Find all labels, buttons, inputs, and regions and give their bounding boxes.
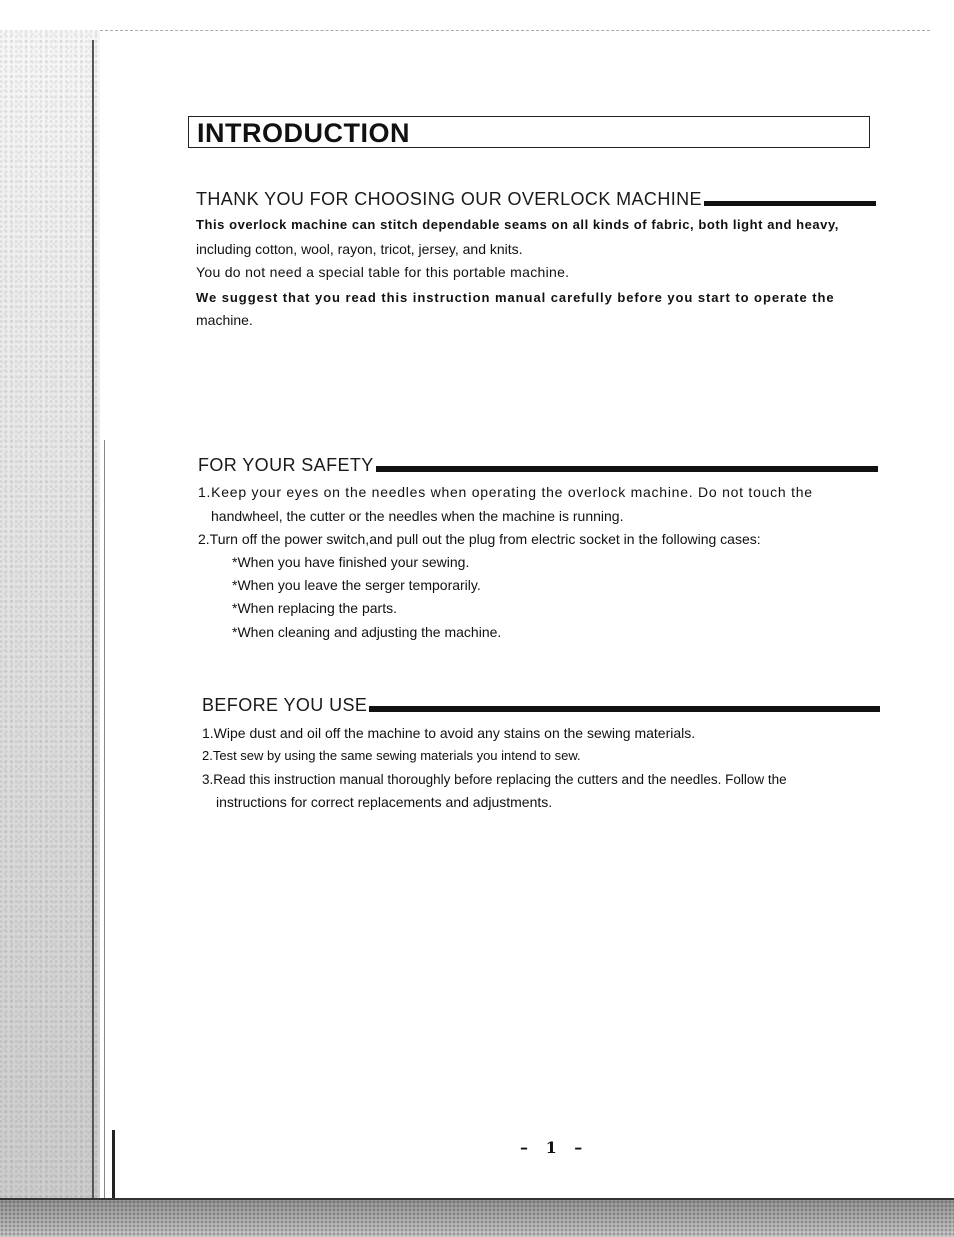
scan-shadow-bottom [0,1198,954,1237]
before-use-line-4: instructions for correct replacements and adjustments. [216,794,553,810]
safety-line-1: 1.Keep your eyes on the needles when operating the overlock machine. Do not touch the [198,484,813,500]
thanks-line-1: This overlock machine can stitch dependable seams on all kinds of fabric, both light and heavy, [196,217,839,232]
heading-rule [376,466,878,472]
scan-margin-mark [112,1130,115,1200]
before-use-line-2: 2.Test sew by using the same sewing materials you intend to sew. [202,748,581,763]
title-box [188,116,870,148]
scan-shadow-left [0,30,100,1235]
safety-line-2: handwheel, the cutter or the needles when the machine is running. [211,508,624,524]
thanks-line-4: We suggest that you read this instruction manual carefully before you start to operate the [196,290,835,305]
safety-item-1: *When you have finished your sewing. [232,554,470,570]
safety-item-3: *When replacing the parts. [232,600,397,616]
thanks-line-2: including cotton, wool, rayon, tricot, jersey, and knits. [196,241,523,257]
heading-rule [704,201,876,206]
page-title: INTRODUCTION [197,118,410,148]
section-thanks-heading: THANK YOU FOR CHOOSING OUR OVERLOCK MACHINE [196,189,702,209]
scan-top-edge [100,30,930,31]
section-safety-heading: FOR YOUR SAFETY [198,455,374,475]
section-safety-heading-row [198,456,878,474]
safety-line-3: 2.Turn off the power switch,and pull out the plug from electric socket in the following cases: [198,531,761,547]
section-before-use-heading-row [202,696,880,714]
before-use-line-1: 1.Wipe dust and oil off the machine to avoid any stains on the sewing materials. [202,725,696,741]
section-thanks-heading-row [196,190,876,208]
safety-item-2: *When you leave the serger temporarily. [232,577,481,593]
scan-margin-line [104,440,105,1200]
thanks-line-5: machine. [196,312,253,328]
heading-rule [369,706,880,712]
thanks-line-3: You do not need a special table for this portable machine. [196,264,570,280]
page-number: – 1 – [520,1138,589,1157]
safety-item-4: *When cleaning and adjusting the machine. [232,624,502,640]
section-before-use-heading: BEFORE YOU USE [202,695,368,715]
before-use-line-3: 3.Read this instruction manual thoroughly before replacing the cutters and the needles. Follow the [202,772,787,787]
scan-binding-line [92,40,94,1200]
